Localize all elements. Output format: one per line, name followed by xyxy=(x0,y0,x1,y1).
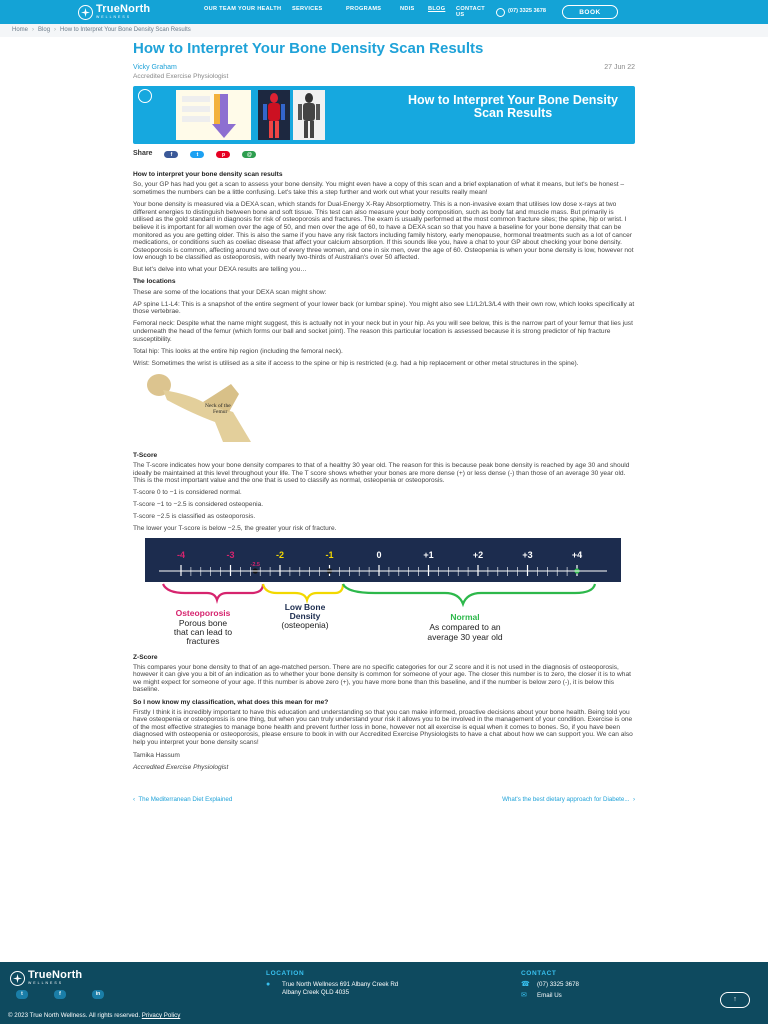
osteoporosis-label: Osteoporosis xyxy=(175,607,231,618)
prev-post-link[interactable]: ‹ The Mediterranean Diet Explained xyxy=(133,796,233,804)
nav-programs[interactable]: PROGRAMS xyxy=(346,5,382,12)
arrow-up-icon: ↑ xyxy=(733,995,737,1003)
hero-title: How to Interpret Your Bone Density Scan Results xyxy=(408,93,618,121)
breadcrumb: Home › Blog › How to Interpret Your Bone Density Scan Results xyxy=(0,24,768,37)
signature xyxy=(133,752,635,773)
post-date: 27 Jun 22 xyxy=(604,64,635,71)
footer-location xyxy=(266,970,398,996)
signature-role: Accredited Exercise Physiologist xyxy=(133,764,229,772)
author-role: Accredited Exercise Physiologist xyxy=(133,72,229,80)
svg-text:Porous bone: Porous bone xyxy=(178,617,228,628)
footer-location-title: LOCATION xyxy=(266,970,305,977)
footer-contact-title: CONTACT xyxy=(521,970,557,977)
paragraph: T-score −1 to −2.5 is considered osteopenia. xyxy=(133,501,264,509)
share-bar xyxy=(133,150,635,159)
post-navigation xyxy=(133,796,635,804)
compass-icon xyxy=(138,89,152,103)
svg-text:fractures: fractures xyxy=(186,635,220,646)
email-icon: ✉ xyxy=(521,992,527,1000)
low-density-label: Low Bone xyxy=(284,601,326,612)
page-title: How to Interpret Your Bone Density Scan Results xyxy=(133,40,484,57)
paragraph: Wrist: Sometimes the wrist is utilised as a site if access to the spine or hip is restricted (e.g. had a hip replacement or other metal structures in the spine). xyxy=(133,359,579,367)
paragraph: Firstly I think it is incredibly important to have this education and understanding so that you can make informed, proactive decisions about your bone health. Being told you have osteopenia or osteoporosis is one thing, but when you can truly understand your risk it allows you to be involved in the management of your condition. Exercise is one of the most effective strategies to manage bone health and prevent further loss in bone, however not all exercise is equal when it comes to bones. So, if you have been diagnosed with osteopenia or osteoporosis, please ensure to book in with our Accredited Exercise Physiologists to have a chat about how we can support you. We can also help you interpret your bone density scans! xyxy=(133,708,633,746)
article-meta xyxy=(133,64,635,81)
footer-logo[interactable] xyxy=(10,970,82,986)
scroll-to-top-button[interactable] xyxy=(720,992,750,1008)
phone-icon xyxy=(496,8,505,17)
scale-tick-label: +3 xyxy=(522,549,533,560)
footer-logo-name: TrueNorth xyxy=(28,969,83,981)
facebook-icon[interactable]: f xyxy=(54,990,66,999)
email-share-icon[interactable]: @ xyxy=(242,151,256,158)
logo-name: TrueNorth xyxy=(96,3,151,15)
breadcrumb-home[interactable]: Home xyxy=(12,27,29,33)
normal-label: Normal xyxy=(450,611,480,622)
scale-tick-label: +1 xyxy=(423,549,434,560)
header-phone-number: (07) 3325 3678 xyxy=(508,8,546,15)
nav-ndis[interactable]: NDIS xyxy=(400,5,415,12)
paragraph: Total hip: This looks at the entire hip region (including the femoral neck). xyxy=(133,347,343,355)
svg-text:(osteopenia): (osteopenia) xyxy=(281,619,329,630)
footer-phone[interactable]: (07) 3325 3678 xyxy=(537,981,579,989)
paragraph: T-score 0 to −1 is considered normal. xyxy=(133,489,242,497)
section-heading: Z-Score xyxy=(133,653,158,661)
svg-text:As compared to an: As compared to an xyxy=(429,621,501,632)
paragraph: Femoral neck: Despite what the name might suggest, this is actually not in your neck but in your hip. As you will see below, this is the narrow part of your femur that lies just underneath the head of the femur (which forms our ball and socket joint). The reason this particular location is assessed because it is strong predictor of hip fracture susceptibility. xyxy=(133,320,633,343)
signature-name: Tamika Hassum xyxy=(133,751,180,759)
site-header xyxy=(0,0,768,24)
phone-icon: ☎ xyxy=(521,981,530,989)
copyright: © 2023 True North Wellness. All rights reserved. Privacy Policy xyxy=(8,1012,181,1019)
logo-tagline: WELLNESS xyxy=(96,15,132,19)
paragraph: These are some of the locations that your DEXA scan might show: xyxy=(133,288,327,296)
section-heading: How to interpret your bone density scan results xyxy=(133,171,283,179)
paragraph: Your bone density is measured via a DEXA scan, which stands for Dual-Energy X-Ray Absorptiometry. This is a non-invasive exam that utilises low dose x-rays at two different energies to distinguish between bone and soft tissue. This test can also measure your body composition, such as body fat and muscle mass. But primarily is utilised as the gold standard in diagnosis for risk of osteoporosis and fractures. The exam is usually performed at the most common fracture sites; the spine, hip or wrist. I believe it is important for all women over the age of 50, and men over the age of 60, to have a DEXA scan so that you have a baseline for your bone density that can be monitored as you are getting older. This is also the same if you have any risk factors including family history, early menopause, hormonal treatments such as a lot of cancer medications, or conditions such as coeliac disease that affect your calcium absorption. If this sounds like you, have a chat to your GP about checking your bone density. Osteoporosis is common, affecting around two out of every three women, and one in six men, over the age of 60. Osteopenia is when your bone density is low, however not low enough to be classified as osteoporosis, with nearly two-thirds of Australian's over 50 affected. xyxy=(133,201,634,262)
address-line-1: True North Wellness 691 Albany Creek Rd xyxy=(282,981,399,989)
scale-tick-label: -4 xyxy=(176,549,186,560)
address-line-2: Albany Creek QLD 4035 xyxy=(282,988,350,996)
section-heading: The locations xyxy=(133,278,176,286)
share-label: Share xyxy=(133,150,153,158)
next-post-link[interactable]: What's the best dietary approach for Diabete... › xyxy=(502,796,635,804)
nav-contact-us[interactable]: CONTACT US xyxy=(456,5,486,18)
section-heading: T-Score xyxy=(133,451,158,459)
scale-tick-label: +4 xyxy=(571,549,583,560)
linkedin-icon[interactable]: in xyxy=(92,990,104,999)
femur-caption: Neck of the xyxy=(205,402,231,409)
scale-tick-label: +2 xyxy=(472,549,484,560)
privacy-policy-link[interactable]: Privacy Policy xyxy=(141,1012,181,1019)
svg-text:Femur: Femur xyxy=(213,408,228,415)
header-phone[interactable] xyxy=(496,8,546,17)
compass-icon xyxy=(78,5,93,20)
paragraph: So, your GP has had you get a scan to assess your bone density. You might even have a copy of this scan and a brief explanation of what it means, but let's be honest – sometimes the numbers can be a little confusing. Let's take this a step further and work out what your results really mean! xyxy=(133,181,625,197)
marker-label: -2.5 xyxy=(250,561,260,568)
paragraph: The T-score indicates how your bone density compares to that of a healthy 30 year old. The reason for this is because peak bone density is reached by age 30 and should ideally be maintained at this level throughout your life. The T score shows whether your bones are more dense (+) or less dense (-) than those of an average 30 year old. This is the most important value and the one that is used to classify as normal, osteopenia or osteoporosis. xyxy=(133,461,630,485)
pinterest-share-icon[interactable]: p xyxy=(216,151,230,158)
site-footer xyxy=(0,962,768,1024)
svg-text:Density: Density xyxy=(289,610,321,621)
scale-tick-label: -1 xyxy=(325,549,334,560)
t-score-diagram xyxy=(145,538,621,648)
breadcrumb-blog[interactable]: Blog xyxy=(38,27,51,33)
compass-icon xyxy=(10,971,25,986)
nav-your-health[interactable]: YOUR HEALTH xyxy=(238,5,282,12)
main-nav xyxy=(204,6,490,19)
nav-our-team[interactable]: OUR TEAM xyxy=(204,5,237,12)
skeleton-scan-image xyxy=(293,90,325,140)
nav-blog[interactable]: BLOG xyxy=(428,5,446,12)
site-logo[interactable] xyxy=(78,4,190,20)
paragraph: The lower your T-score is below −2.5, the greater your risk of fracture. xyxy=(133,525,337,533)
breadcrumb-current: How to Interpret Your Bone Density Scan Results xyxy=(60,27,191,33)
map-pin-icon: ● xyxy=(266,981,271,989)
paragraph: This compares your bone density to that of an age-matched person. There are no specific categories for our Z score and it is not used in the diagnosis of osteoporosis, however it can give you a bit of an indication as to whether your bone density is common for someone of your age. The closer this number is to zero, the closer it is to what we might expect for someone of your age. If this number is above zero (+), you have more bone than this baseline, and if the number is below zero (-), it is below this baseline. xyxy=(133,663,631,694)
paragraph: T-score −2.5 is classified as osteoporosis. xyxy=(133,513,256,521)
scale-tick-label: -2 xyxy=(275,549,285,560)
twitter-share-icon[interactable]: t xyxy=(190,151,204,158)
book-button[interactable]: BOOK xyxy=(562,5,618,19)
section-heading: So I now know my classification, what does this mean for me? xyxy=(133,698,329,706)
svg-text:that can lead to: that can lead to xyxy=(173,626,233,637)
author-name[interactable]: Vicky Graham xyxy=(133,64,177,71)
footer-social xyxy=(16,990,104,999)
footer-contact xyxy=(521,970,579,1000)
scale-tick-label: -3 xyxy=(226,549,235,560)
bone-density-chart-image xyxy=(176,90,251,140)
hero-banner xyxy=(133,86,635,144)
footer-email-link[interactable]: Email Us xyxy=(537,992,562,1000)
femur-image xyxy=(133,372,257,442)
body-scan-image xyxy=(258,90,290,140)
twitter-icon[interactable]: t xyxy=(16,990,28,999)
footer-logo-tagline: WELLNESS xyxy=(28,981,64,985)
svg-text:average 30 year old: average 30 year old xyxy=(427,631,503,642)
paragraph: AP spine L1-L4: This is a snapshot of the entire segment of your lower back (or lumbar spine). You might also see L1/L2/L3/L4 with their own row, which looks specifically at those vertebrae. xyxy=(133,300,635,316)
facebook-share-icon[interactable]: f xyxy=(164,151,178,158)
article xyxy=(133,38,635,804)
scale-tick-label: 0 xyxy=(376,549,382,560)
paragraph: But let's delve into what your DEXA results are telling you… xyxy=(133,266,307,274)
nav-services[interactable]: SERVICES xyxy=(292,5,323,12)
article-body xyxy=(133,171,635,804)
